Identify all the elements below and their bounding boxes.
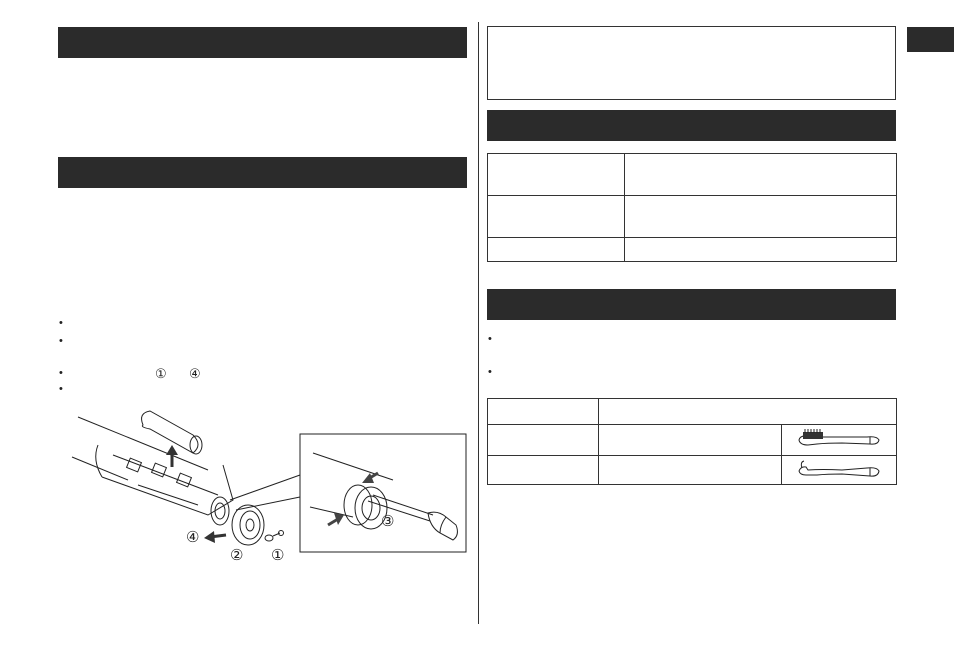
spec-table <box>487 153 897 262</box>
bullet: • <box>488 333 492 345</box>
brush-head-icon <box>782 425 892 455</box>
table-row <box>488 425 897 456</box>
table-row <box>488 399 897 425</box>
bullet: • <box>59 367 63 379</box>
section-header-1 <box>58 27 467 58</box>
note-box <box>487 26 896 100</box>
table-row <box>488 456 897 485</box>
column-divider <box>478 22 479 624</box>
bullet: • <box>488 366 492 378</box>
section-header-2 <box>58 157 467 188</box>
brush-head-table <box>487 398 897 485</box>
battery-removal-diagram <box>68 405 468 580</box>
step-marker-4: ④ <box>189 366 201 381</box>
bullet: • <box>59 383 63 395</box>
step-marker-1: ① <box>155 366 167 381</box>
bullet: • <box>59 317 63 329</box>
diagram-label-2: ② <box>230 547 244 564</box>
diagram-label-1: ① <box>271 547 285 564</box>
diagram-label-3: ③ <box>381 513 395 530</box>
bullet: • <box>59 335 63 347</box>
table-row <box>488 196 897 238</box>
table-row <box>488 154 897 196</box>
section-header-3 <box>487 110 896 141</box>
section-header-4 <box>487 289 896 320</box>
brush-head-icon <box>782 456 892 484</box>
language-tab <box>907 27 954 52</box>
diagram-label-4: ④ <box>186 529 200 546</box>
table-row <box>488 238 897 262</box>
